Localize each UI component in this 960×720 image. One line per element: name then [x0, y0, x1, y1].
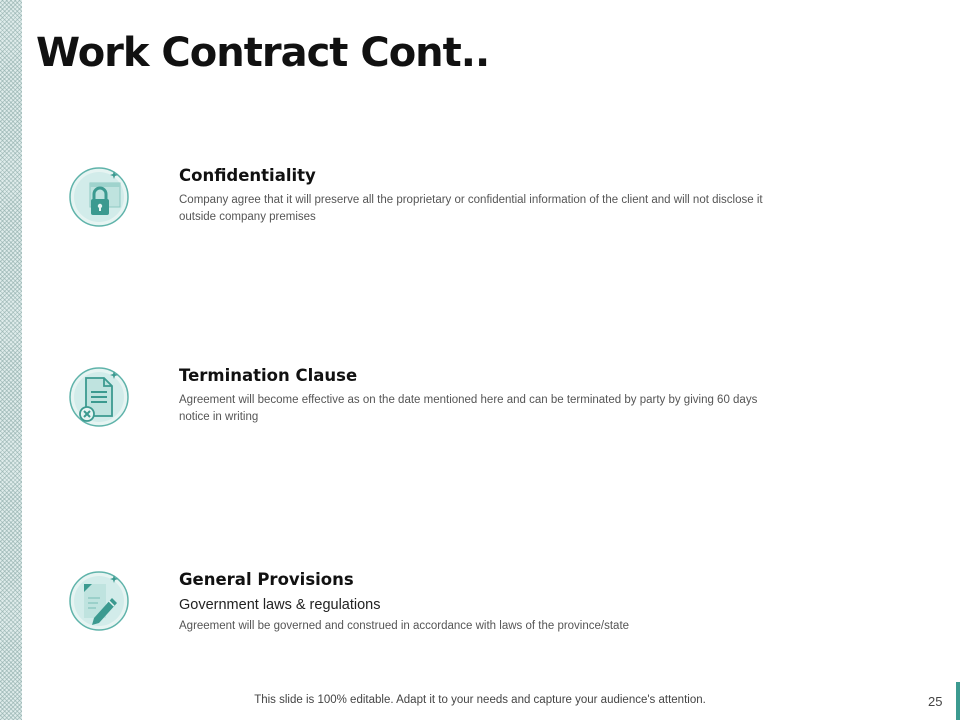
- item-description: Agreement will be governed and construed in accordance with laws of the province/state: [179, 620, 630, 632]
- item-subtitle: Government laws & regulations: [179, 597, 381, 613]
- page-number: 25: [928, 694, 943, 709]
- item-title: General Provisions: [179, 570, 354, 589]
- item-title: Termination Clause: [179, 366, 358, 385]
- lock-icon: [68, 166, 130, 228]
- item-description: Agreement will become effective as on the date mentioned here and can be terminated by party by giving 60 days notice in writing: [179, 394, 758, 423]
- slide-title: Work Contract Cont..: [36, 30, 490, 76]
- corner-accent-bar: [956, 682, 960, 720]
- item-title: Confidentiality: [179, 166, 316, 185]
- item-description: Company agree that it will preserve all the proprietary or confidential information of the client and will not disclose it outside company premises: [179, 194, 763, 223]
- item-confidentiality: [68, 166, 788, 236]
- side-pattern-strip: [0, 0, 22, 720]
- footer-note: [0, 694, 960, 706]
- document-cancel-icon: [68, 366, 130, 428]
- footer-text: This slide is 100% editable. Adapt it to your needs and capture your audience's attention.: [254, 694, 706, 706]
- item-general-provisions: [68, 570, 788, 640]
- item-termination-clause: [68, 366, 788, 436]
- document-pen-icon: [68, 570, 130, 632]
